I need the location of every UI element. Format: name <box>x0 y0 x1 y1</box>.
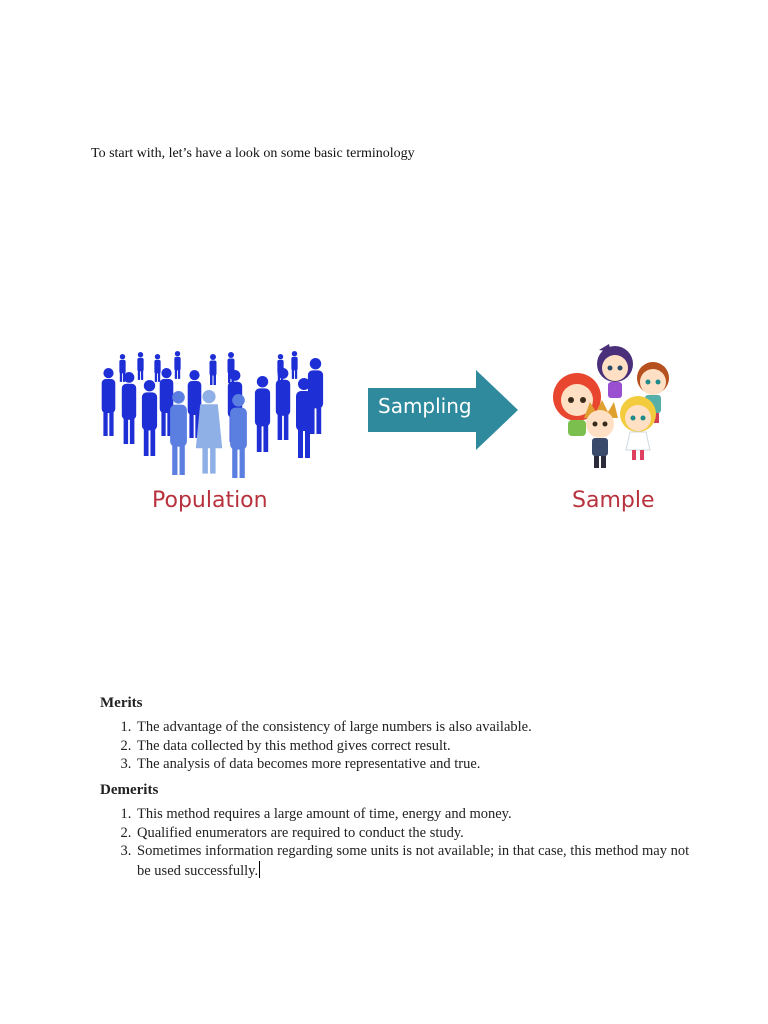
merits-section <box>100 695 690 774</box>
intro-text: To start with, let’s have a look on some basic terminology <box>91 146 415 161</box>
crowd-silhouette-icon <box>98 346 328 481</box>
list-item <box>135 842 690 880</box>
list-item: 2. The data collected by this method gives correct result. <box>135 737 690 756</box>
cartoon-children-icon <box>550 342 675 477</box>
sample-caption: Sample <box>572 488 655 513</box>
demerits-list <box>100 805 690 880</box>
merits-heading: Merits <box>100 695 143 711</box>
text-cursor <box>259 861 260 878</box>
list-item: 1. This method requires a large amount of time, energy and money. <box>135 805 690 824</box>
list-item: 3. The analysis of data becomes more representative and true. <box>135 755 690 774</box>
list-item-text: Sometimes information regarding some units is not available; in that case, this method may not be used successfully. <box>137 843 690 879</box>
demerits-section <box>100 782 690 880</box>
population-sample-figure <box>90 340 690 530</box>
sampling-arrow-label: Sampling <box>378 394 472 418</box>
list-item: 1. The advantage of the consistency of large numbers is also available. <box>135 718 690 737</box>
merits-list <box>100 718 690 774</box>
list-item: 2. Qualified enumerators are required to conduct the study. <box>135 824 690 843</box>
demerits-heading: Demerits <box>100 782 159 798</box>
population-caption: Population <box>152 488 268 513</box>
